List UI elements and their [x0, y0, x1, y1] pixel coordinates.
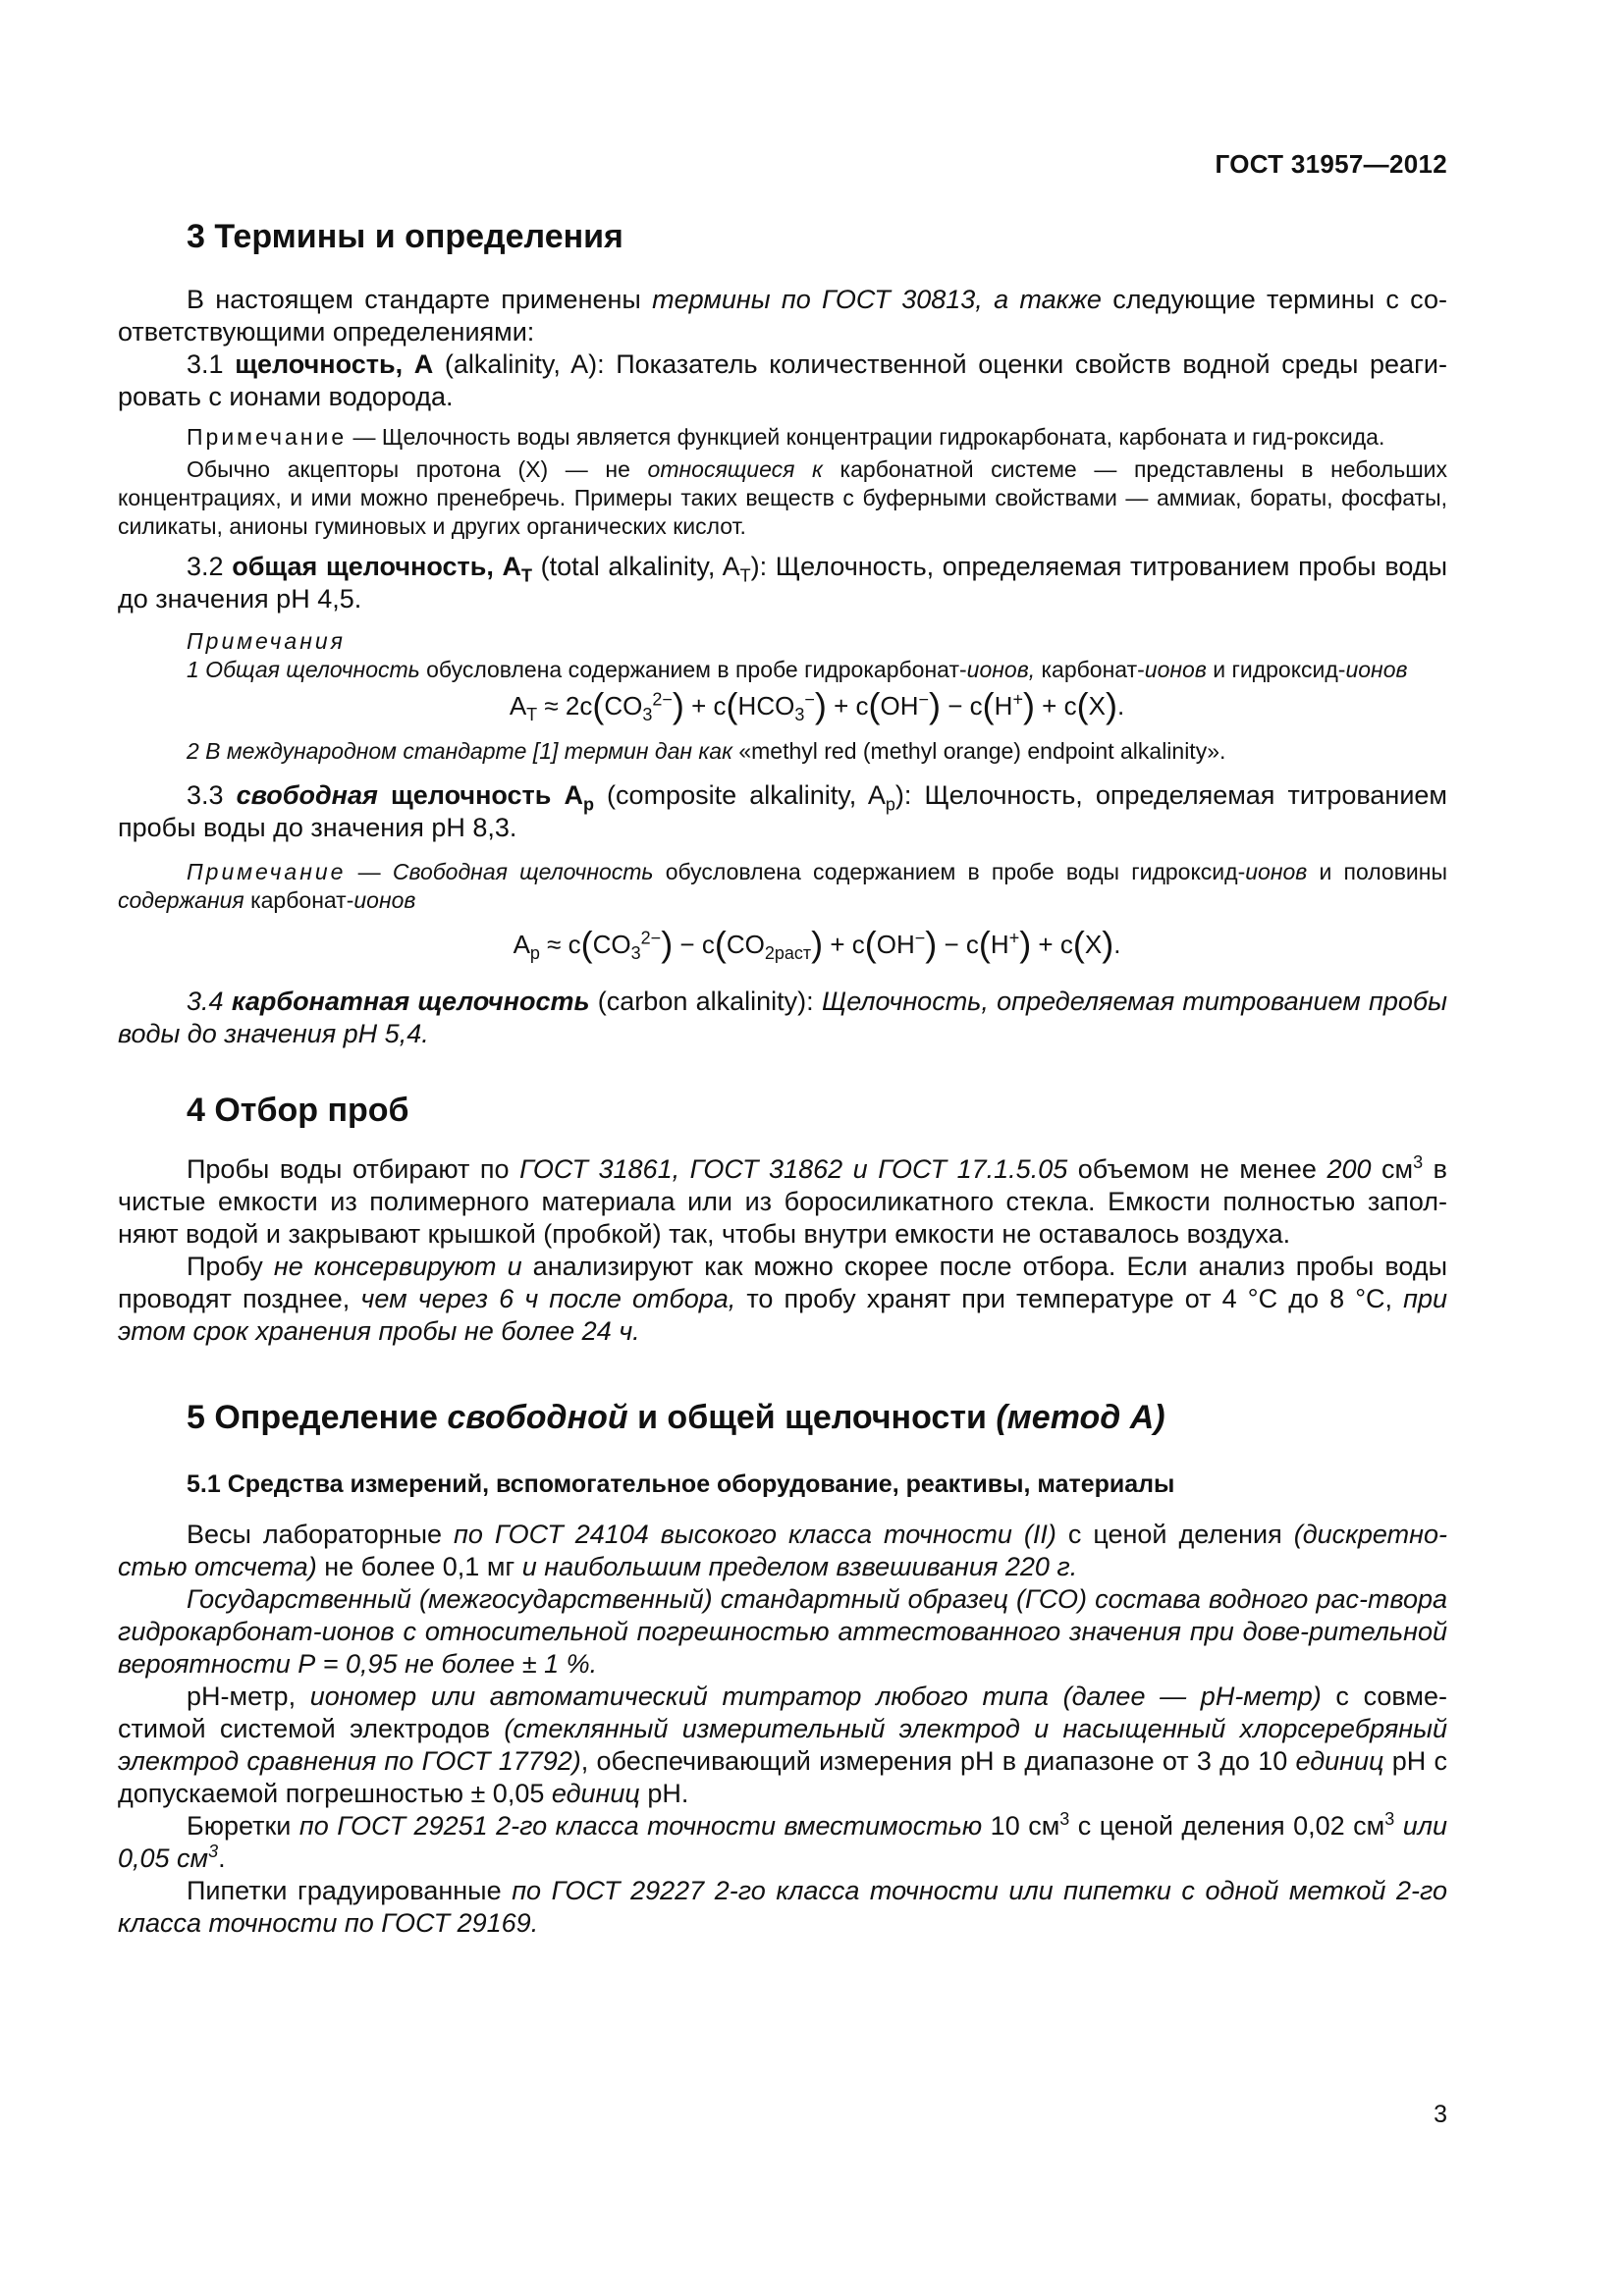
document-header: ГОСТ 31957—2012 — [1215, 149, 1447, 179]
term-3-1: 3.1 щелочность, А (alkalinity, A): Показатель количественной оценки свойств водной среды реаги-ровать с ионами водорода. — [118, 349, 1447, 411]
formula-composite-alkalinity: $A_p \approx c(CO_3^{2-}) - c(CO_{2раст}) + c(OH^-) - c(H^+) + c(X)$. — [513, 924, 1121, 964]
s5-paragraph-pipettes: Пипетки градуированные по ГОСТ 29227 2-го класса точности или пипетки с одной меткой 2-го класса точности по ГОСТ 29169. — [118, 1876, 1447, 1938]
page-content — [118, 218, 1447, 1940]
s4-paragraph-1: Пробы воды отбирают по ГОСТ 31861, ГОСТ 31862 и ГОСТ 17.1.5.05 объемом не менее 200 $см^3$ в чистые емкости из полимерного материала или из боросиликатного стекла. Емкости полностью запол-няют водой и закрывают крышкой (пробкой) так, чтобы внутри емкости не оставалось воздуха. — [118, 1152, 1448, 1249]
note-3-3: Примечание — Свободная щелочность обусловлена содержанием в пробе воды гидроксид-ионов и половины содержания карбонат-ионов — [118, 859, 1448, 913]
note-3-2-2: 2 В международном стандарте [1] термин дан как «methyl red (methyl orange) endpoint alkalinity». — [187, 738, 1226, 764]
s5-paragraph-gso: Государственный (межгосударственный) стандартный образец (ГСО) состава водного рас-твора гидрокарбонат-ионов с относительной погрешностью аттестованного значения при дове-рительной вероятности Р = 0,95 не более ± 1 %. — [118, 1584, 1447, 1679]
note-3-2-1: 1 Общая щелочность обусловлена содержанием в пробе гидрокарбонат-ионов, карбонат-ионов и гидроксид-ионов — [187, 657, 1408, 682]
term-3-4: 3.4 карбонатная щелочность (carbon alkalinity): Щелочность, определяемая титрованием пробы воды до значения pH 5,4. — [118, 987, 1447, 1048]
note-3-1: Примечание — Щелочность воды является функцией концентрации гидрокарбоната, карбоната и гид-роксида. — [187, 424, 1385, 450]
notes-3-2-label: Примечания — [187, 628, 346, 654]
section-4-title: 4 Отбор проб — [187, 1092, 409, 1129]
section-5-title: 5 Определение свободной и общей щелочности (метод А) — [187, 1399, 1165, 1436]
page-number: 3 — [1434, 2101, 1447, 2128]
s3-intro: В настоящем стандарте применены термины по ГОСТ 30813, а также следующие термины с со-ответствующими определениями: — [118, 285, 1447, 347]
subsection-5-1-title: 5.1 Средства измерений, вспомогательное оборудование, реактивы, материалы — [187, 1470, 1175, 1498]
term-3-3: 3.3 свободная щелочность $A_p$ (composite alkalinity, $A_p$): Щелочность, определяемая титрованием пробы воды до значения pH 8,3. — [118, 780, 1447, 842]
formula-total-alkalinity: $A_T \approx 2c(CO_3^{2-}) + c(HCO_3^-) + c(OH^-) - c(H^+) + c(X)$. — [509, 685, 1125, 725]
term-3-2: 3.2 общая щелочность, $A_T$ (total alkalinity, $A_T$): Щелочность, определяемая титрованием пробы воды до значения pH 4,5. — [118, 552, 1447, 614]
section-3-title: 3 Термины и определения — [187, 218, 623, 255]
s5-paragraph-scales: Весы лабораторные по ГОСТ 24104 высокого класса точности (II) с ценой деления (дискретно-стью отсчета) не более 0,1 мг и наибольшим пределом взвешивания 220 г. — [118, 1520, 1447, 1581]
s4-paragraph-2: Пробу не консервируют и анализируют как можно скорее после отбора. Если анализ пробы воды проводят позднее, чем через 6 ч после отбора, то пробу хранят при температуре от 4 °С до 8 °С, при этом срок хранения пробы не более 24 ч. — [118, 1252, 1448, 1346]
note-3-1-cont: Обычно акцепторы протона (X) — не относящиеся к карбонатной системе — представлены в небольших концентрациях, и ими можно пренебречь. Примеры таких веществ с буферными свойствами — аммиак, бораты, фосфаты, силикаты, анионы гуминовых и других органических кислот. — [118, 456, 1448, 539]
s5-paragraph-burettes: Бюретки по ГОСТ 29251 2-го класса точности вместимостью 10 $см^3$ с ценой деления 0,02 $см^3$ или 0,05 $см^3$. — [118, 1809, 1447, 1873]
s5-paragraph-phmeter: рН-метр, иономер или автоматический титратор любого типа (далее — рН-метр) с совме-стимой системой электродов (стеклянный измерительный электрод и насыщенный хлорсеребряный электрод сравнения по ГОСТ 17792), обеспечивающий измерения pH в диапазоне от 3 до 10 единиц pH с допускаемой погрешностью ± 0,05 единиц pH. — [118, 1682, 1448, 1808]
